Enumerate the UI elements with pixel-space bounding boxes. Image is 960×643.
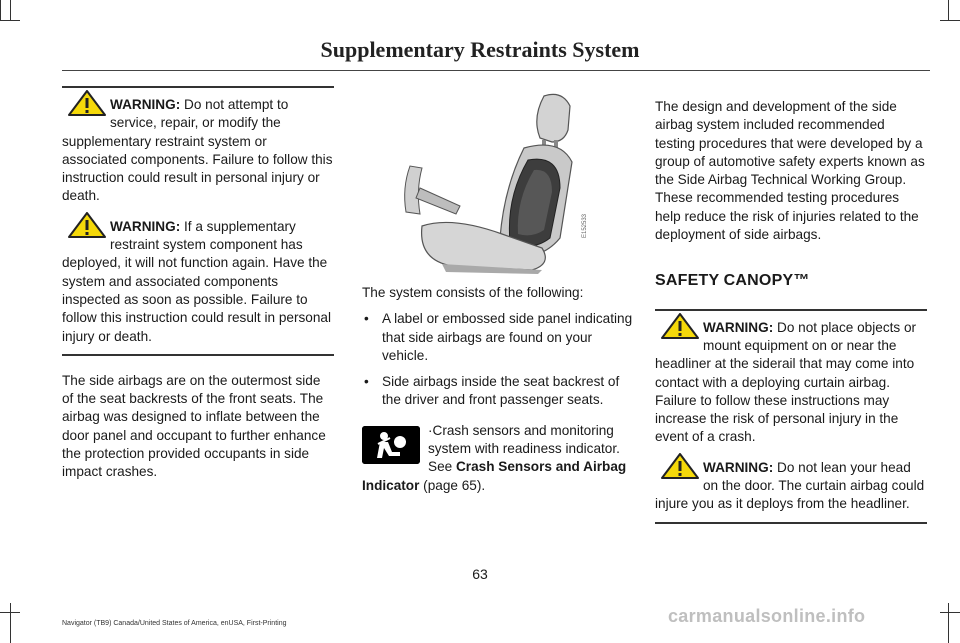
warning-block (655, 459, 927, 514)
crop-mark (940, 612, 960, 613)
warning-label: WARNING: (703, 319, 774, 335)
column-middle (362, 284, 634, 495)
warning-block (655, 319, 927, 447)
warning-label: WARNING: (110, 97, 181, 112)
warning-triangle-icon (68, 212, 106, 238)
header-divider (62, 70, 930, 71)
column-left (62, 86, 334, 482)
warning-body: Do not attempt to service, repair, or modify the supplementary restraint system or associated components. Failure to follow this instruction could result in personal injury or death. (62, 97, 333, 204)
sensor-body: ·Crash sensors and monitoring system with readiness indicator. See (428, 422, 620, 475)
warning-triangle-icon (661, 313, 699, 339)
airbag-warning-light-icon (362, 426, 420, 464)
print-info: Navigator (TB9) Canada/United States of America, enUSA, First-Printing (62, 620, 287, 627)
list-item-text: A label or embossed side panel indicating that side airbags are found on your vehicle. (382, 311, 633, 363)
crash-sensors-link[interactable]: Crash Sensors and Airbag Indicator (362, 459, 627, 493)
side-airbag-paragraph: The side airbags are on the outermost side of the seat backrests of the front seats. The airbag was designed to inflate between the door panel and occupant to further enhance the protection provided occupants in side impact crashes. (62, 372, 326, 480)
crop-mark (0, 0, 1, 20)
warning-body: Do not place objects or mount equipment on or near the headliner at the siderail that may come into contact with a deploying curtain airbag. Failure to follow these instructions may increase the risk of personal injury in the event of a crash. (655, 319, 917, 445)
warning-label: WARNING: (110, 218, 181, 234)
warning-block (62, 218, 334, 346)
crop-mark (948, 0, 949, 20)
warning-block (62, 96, 334, 206)
seat-airbag-illustration (392, 88, 602, 274)
page-title: Supplementary Restraints System (320, 37, 640, 62)
list-item-text: Side airbags inside the seat backrest of the driver and front passenger seats. (382, 374, 620, 408)
figure-code: E152533 (582, 213, 588, 238)
warning-box (655, 309, 927, 524)
list-item (362, 310, 634, 365)
sensor-page-ref: (page 65). (419, 477, 486, 493)
design-paragraph: The design and development of the side airbag system included recommended testing procedures that were developed by a group of automotive safety experts known as the Side Airbag Technical Working Group. These recommended testing procedures help reduce the risk of injuries related to the deployment of side airbags. (655, 99, 925, 243)
watermark: carmanualsonline.info (668, 606, 866, 626)
page-number: 63 (472, 566, 488, 582)
warning-body: Do not lean your head on the door. The curtain airbag could injure you as it deploys from the headliner. (655, 459, 925, 512)
warning-body: If a supplementary restraint system component has deployed, it will not function again. Have the system and associated components inspected as soon as possible. Failure to follow this instruction could result in personal injury or death. (62, 218, 331, 344)
warning-triangle-icon (661, 453, 699, 479)
warning-label: WARNING: (703, 459, 774, 475)
bullet-glyph: • (364, 374, 369, 390)
safety-canopy-heading: SAFETY CANOPY™ (655, 272, 810, 290)
crop-mark (948, 603, 949, 643)
sensor-note (362, 422, 634, 495)
column-right (655, 98, 927, 524)
warning-box (62, 86, 334, 356)
component-list (362, 310, 634, 409)
crop-mark (10, 0, 11, 20)
crop-mark (0, 20, 20, 21)
warning-triangle-icon (68, 90, 106, 116)
list-item (362, 373, 634, 410)
crop-mark (0, 612, 20, 613)
system-intro: The system consists of the following: (362, 285, 584, 300)
crop-mark (10, 603, 11, 643)
crop-mark (940, 20, 960, 21)
bullet-glyph: • (364, 311, 369, 327)
